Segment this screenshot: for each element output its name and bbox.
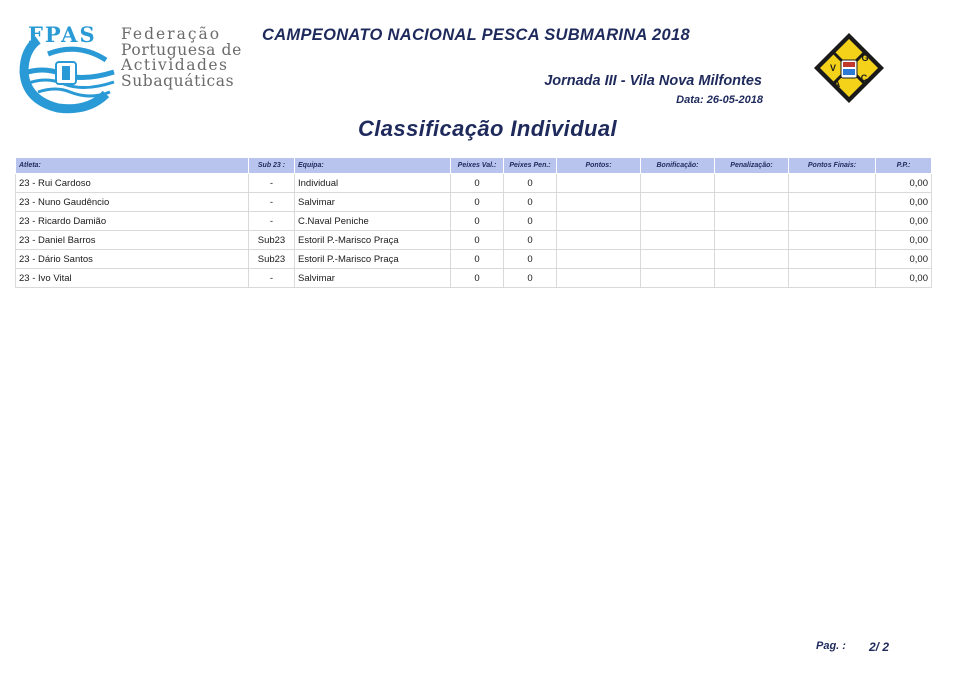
fpas-name-line-4: Subaquáticas bbox=[121, 71, 235, 90]
cell-pontos-finais bbox=[789, 250, 876, 269]
cell-equipa: Salvimar bbox=[295, 193, 451, 212]
fpas-acronym: FPAS bbox=[28, 22, 97, 47]
cell-equipa: Estoril P.-Marisco Praça bbox=[295, 231, 451, 250]
cell-atleta: 23 - Dário Santos bbox=[16, 250, 249, 269]
table-row bbox=[16, 193, 932, 212]
cell-pontos bbox=[557, 269, 641, 288]
cell-peixes-pen: 0 bbox=[504, 231, 557, 250]
club-badge-icon bbox=[812, 31, 886, 105]
cell-sub23: Sub23 bbox=[249, 231, 295, 250]
cell-pontos-finais bbox=[789, 269, 876, 288]
col-header-bonificacao: Bonificação: bbox=[641, 158, 715, 174]
cell-peixes-val: 0 bbox=[451, 269, 504, 288]
cell-sub23: - bbox=[249, 174, 295, 193]
col-header-peixes-val: Peixes Val.: bbox=[451, 158, 504, 174]
cell-peixes-val: 0 bbox=[451, 212, 504, 231]
cell-pp: 0,00 bbox=[876, 231, 932, 250]
event-date: Data: 26-05-2018 bbox=[676, 94, 763, 106]
cell-peixes-pen: 0 bbox=[504, 269, 557, 288]
club-badge bbox=[812, 31, 886, 105]
cell-bonificacao bbox=[641, 269, 715, 288]
col-header-pontos-finais: Pontos Finais: bbox=[789, 158, 876, 174]
jornada-subtitle: Jornada III - Vila Nova Milfontes bbox=[544, 73, 762, 89]
badge-letter-a: A bbox=[833, 79, 841, 89]
table-row bbox=[16, 250, 932, 269]
cell-atleta: 23 - Ivo Vital bbox=[16, 269, 249, 288]
cell-sub23: Sub23 bbox=[249, 250, 295, 269]
cell-atleta: 23 - Daniel Barros bbox=[16, 231, 249, 250]
cell-atleta: 23 - Rui Cardoso bbox=[16, 174, 249, 193]
badge-letter-g: G bbox=[861, 53, 869, 63]
cell-atleta: 23 - Nuno Gaudêncio bbox=[16, 193, 249, 212]
results-table bbox=[15, 157, 932, 288]
cell-bonificacao bbox=[641, 250, 715, 269]
cell-penalizacao bbox=[715, 250, 789, 269]
col-header-peixes-pen: Peixes Pen.: bbox=[504, 158, 557, 174]
cell-pontos-finais bbox=[789, 174, 876, 193]
cell-equipa: C.Naval Peniche bbox=[295, 212, 451, 231]
cell-peixes-pen: 0 bbox=[504, 193, 557, 212]
cell-penalizacao bbox=[715, 193, 789, 212]
badge-letter-c: C bbox=[860, 73, 868, 83]
cell-peixes-val: 0 bbox=[451, 174, 504, 193]
col-header-atleta: Atleta: bbox=[16, 158, 249, 174]
cell-penalizacao bbox=[715, 231, 789, 250]
cell-peixes-val: 0 bbox=[451, 231, 504, 250]
cell-pontos-finais bbox=[789, 193, 876, 212]
table-row bbox=[16, 174, 932, 193]
cell-bonificacao bbox=[641, 193, 715, 212]
col-header-penalizacao: Penalização: bbox=[715, 158, 789, 174]
col-header-pontos: Pontos: bbox=[557, 158, 641, 174]
col-header-equipa: Equipa: bbox=[295, 158, 451, 174]
cell-pontos bbox=[557, 250, 641, 269]
cell-peixes-pen: 0 bbox=[504, 250, 557, 269]
cell-peixes-val: 0 bbox=[451, 193, 504, 212]
col-header-sub23: Sub 23 : bbox=[249, 158, 295, 174]
cell-bonificacao bbox=[641, 231, 715, 250]
cell-equipa: Individual bbox=[295, 174, 451, 193]
cell-atleta: 23 - Ricardo Damião bbox=[16, 212, 249, 231]
fpas-logo bbox=[18, 20, 242, 115]
cell-penalizacao bbox=[715, 174, 789, 193]
fpas-name bbox=[121, 25, 242, 90]
col-header-pp: P.P.: bbox=[876, 158, 932, 174]
cell-pp: 0,00 bbox=[876, 174, 932, 193]
cell-peixes-val: 0 bbox=[451, 250, 504, 269]
cell-peixes-pen: 0 bbox=[504, 174, 557, 193]
table-header-row bbox=[16, 158, 932, 174]
cell-pp: 0,00 bbox=[876, 269, 932, 288]
cell-pontos bbox=[557, 212, 641, 231]
page-number: 2/ 2 bbox=[869, 640, 890, 654]
cell-sub23: - bbox=[249, 269, 295, 288]
badge-letter-v: V bbox=[829, 63, 837, 73]
cell-pontos bbox=[557, 193, 641, 212]
cell-pp: 0,00 bbox=[876, 212, 932, 231]
cell-pp: 0,00 bbox=[876, 250, 932, 269]
cell-pontos-finais bbox=[789, 212, 876, 231]
cell-pp: 0,00 bbox=[876, 193, 932, 212]
fpas-name-line-3: Actividades bbox=[121, 56, 229, 74]
page-heading: Classificação Individual bbox=[358, 116, 618, 141]
cell-bonificacao bbox=[641, 174, 715, 193]
cell-sub23: - bbox=[249, 212, 295, 231]
table-row bbox=[16, 269, 932, 288]
cell-pontos bbox=[557, 231, 641, 250]
page-number-label: Pag. : bbox=[816, 640, 846, 652]
cell-peixes-pen: 0 bbox=[504, 212, 557, 231]
cell-equipa: Salvimar bbox=[295, 269, 451, 288]
fpas-name-line-2: Portuguesa de bbox=[121, 40, 242, 59]
fpas-name-line-1: Federação bbox=[121, 25, 222, 43]
cell-pontos bbox=[557, 174, 641, 193]
cell-equipa: Estoril P.-Marisco Praça bbox=[295, 250, 451, 269]
cell-pontos-finais bbox=[789, 231, 876, 250]
cell-bonificacao bbox=[641, 212, 715, 231]
championship-title: CAMPEONATO NACIONAL PESCA SUBMARINA 2018 bbox=[262, 26, 690, 44]
table-row bbox=[16, 212, 932, 231]
cell-penalizacao bbox=[715, 269, 789, 288]
table-row bbox=[16, 231, 932, 250]
fpas-emblem-icon bbox=[18, 20, 120, 115]
cell-penalizacao bbox=[715, 212, 789, 231]
cell-sub23: - bbox=[249, 193, 295, 212]
